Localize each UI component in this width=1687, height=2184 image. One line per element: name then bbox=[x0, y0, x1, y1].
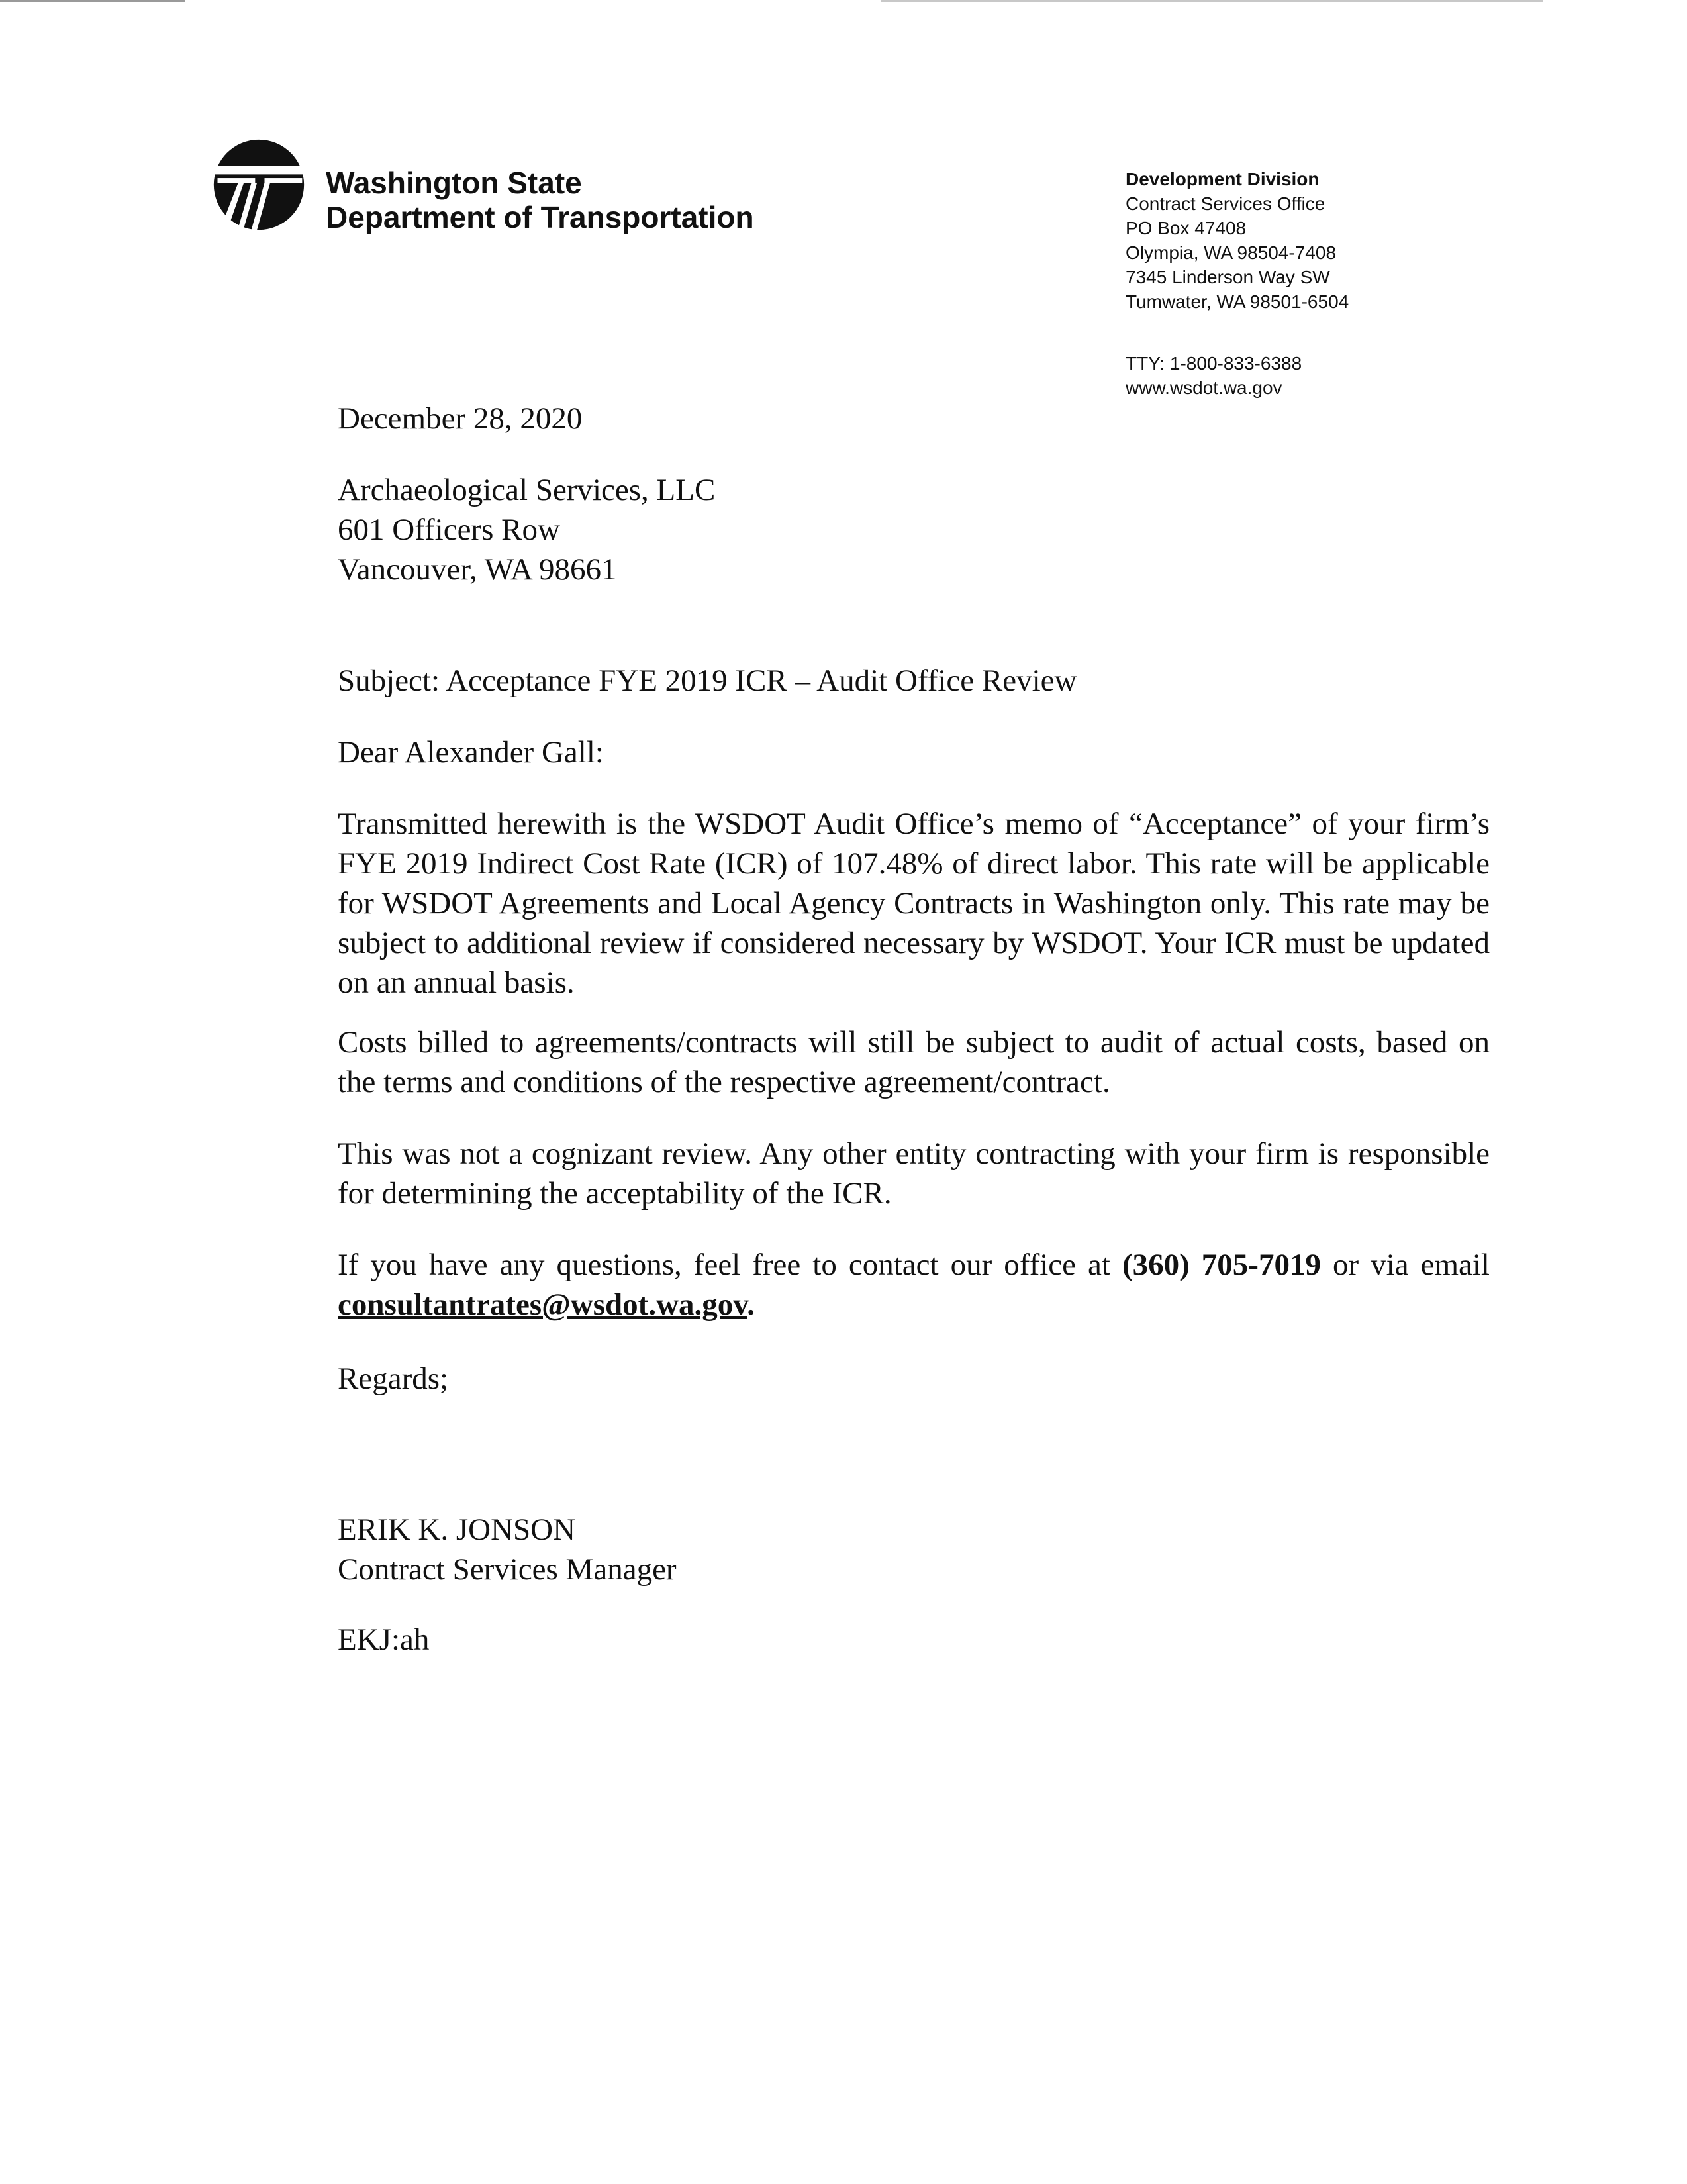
contact-text: If you have any questions, feel free to contact our office at bbox=[338, 1248, 1122, 1282]
tty-number: TTY: 1-800-833-6388 bbox=[1126, 353, 1302, 373]
signer-name: ERIK K. JONSON bbox=[338, 1513, 576, 1547]
recipient-line: Archaeological Services, LLC bbox=[338, 473, 716, 507]
website-link[interactable]: www.wsdot.wa.gov bbox=[1126, 377, 1282, 398]
typist-initials: EKJ:ah bbox=[338, 1622, 430, 1657]
contact-text: or via email bbox=[1320, 1248, 1490, 1282]
signer-title: Contract Services Manager bbox=[338, 1552, 677, 1587]
recipient-line: Vancouver, WA 98661 bbox=[338, 552, 617, 587]
closing: Regards; bbox=[338, 1362, 449, 1396]
office-phone: (360) 705-7019 bbox=[1122, 1248, 1321, 1282]
body-paragraph-1: Transmitted herewith is the WSDOT Audit Office’s memo of “Acceptance” of your firm’s FYE 2019 Indirect Cost Rate (ICR) of 107.48% of direct labor. This rate will be applicable for WSDOT Agreements and Local Agency Contracts in Washington only. This rate may be subject to additional review if considered necessary by WSDOT. Your ICR must be updated on an annual basis. bbox=[338, 807, 1490, 1000]
body-paragraph-4 bbox=[338, 1245, 1490, 1324]
sentence-end: . bbox=[747, 1287, 755, 1322]
body-paragraph-3: This was not a cognizant review. Any other entity contracting with your firm is responsible for determining the acceptability of the ICR. bbox=[338, 1136, 1490, 1211]
address-line: Olympia, WA 98504-7408 bbox=[1126, 242, 1337, 263]
address-line: 7345 Linderson Way SW bbox=[1126, 267, 1330, 287]
recipient-address bbox=[338, 470, 1490, 589]
address-line: PO Box 47408 bbox=[1126, 218, 1247, 238]
agency-name-line1: Washington State bbox=[326, 166, 582, 200]
salutation: Dear Alexander Gall: bbox=[338, 735, 604, 769]
wsdot-logo-icon bbox=[212, 138, 306, 232]
body-paragraph-2: Costs billed to agreements/contracts will still be subject to audit of actual costs, based on the terms and conditions of the respective agreement/contract. bbox=[338, 1025, 1490, 1099]
scan-artifact-line bbox=[0, 0, 185, 2]
agency-name-line2: Department of Transportation bbox=[326, 200, 754, 234]
subject-line: Subject: Acceptance FYE 2019 ICR – Audit Office Review bbox=[338, 664, 1077, 698]
letter-date: December 28, 2020 bbox=[338, 401, 583, 436]
division-address bbox=[1126, 167, 1349, 314]
division-name: Development Division bbox=[1126, 169, 1320, 189]
signature-block bbox=[338, 1510, 1490, 1589]
email-link[interactable]: consultantrates@wsdot.wa.gov bbox=[338, 1287, 747, 1322]
contact-info bbox=[1126, 351, 1302, 400]
recipient-line: 601 Officers Row bbox=[338, 513, 560, 547]
address-line: Contract Services Office bbox=[1126, 193, 1326, 214]
agency-name bbox=[326, 166, 754, 234]
address-line: Tumwater, WA 98501-6504 bbox=[1126, 291, 1349, 312]
scan-artifact-line bbox=[881, 0, 1543, 2]
